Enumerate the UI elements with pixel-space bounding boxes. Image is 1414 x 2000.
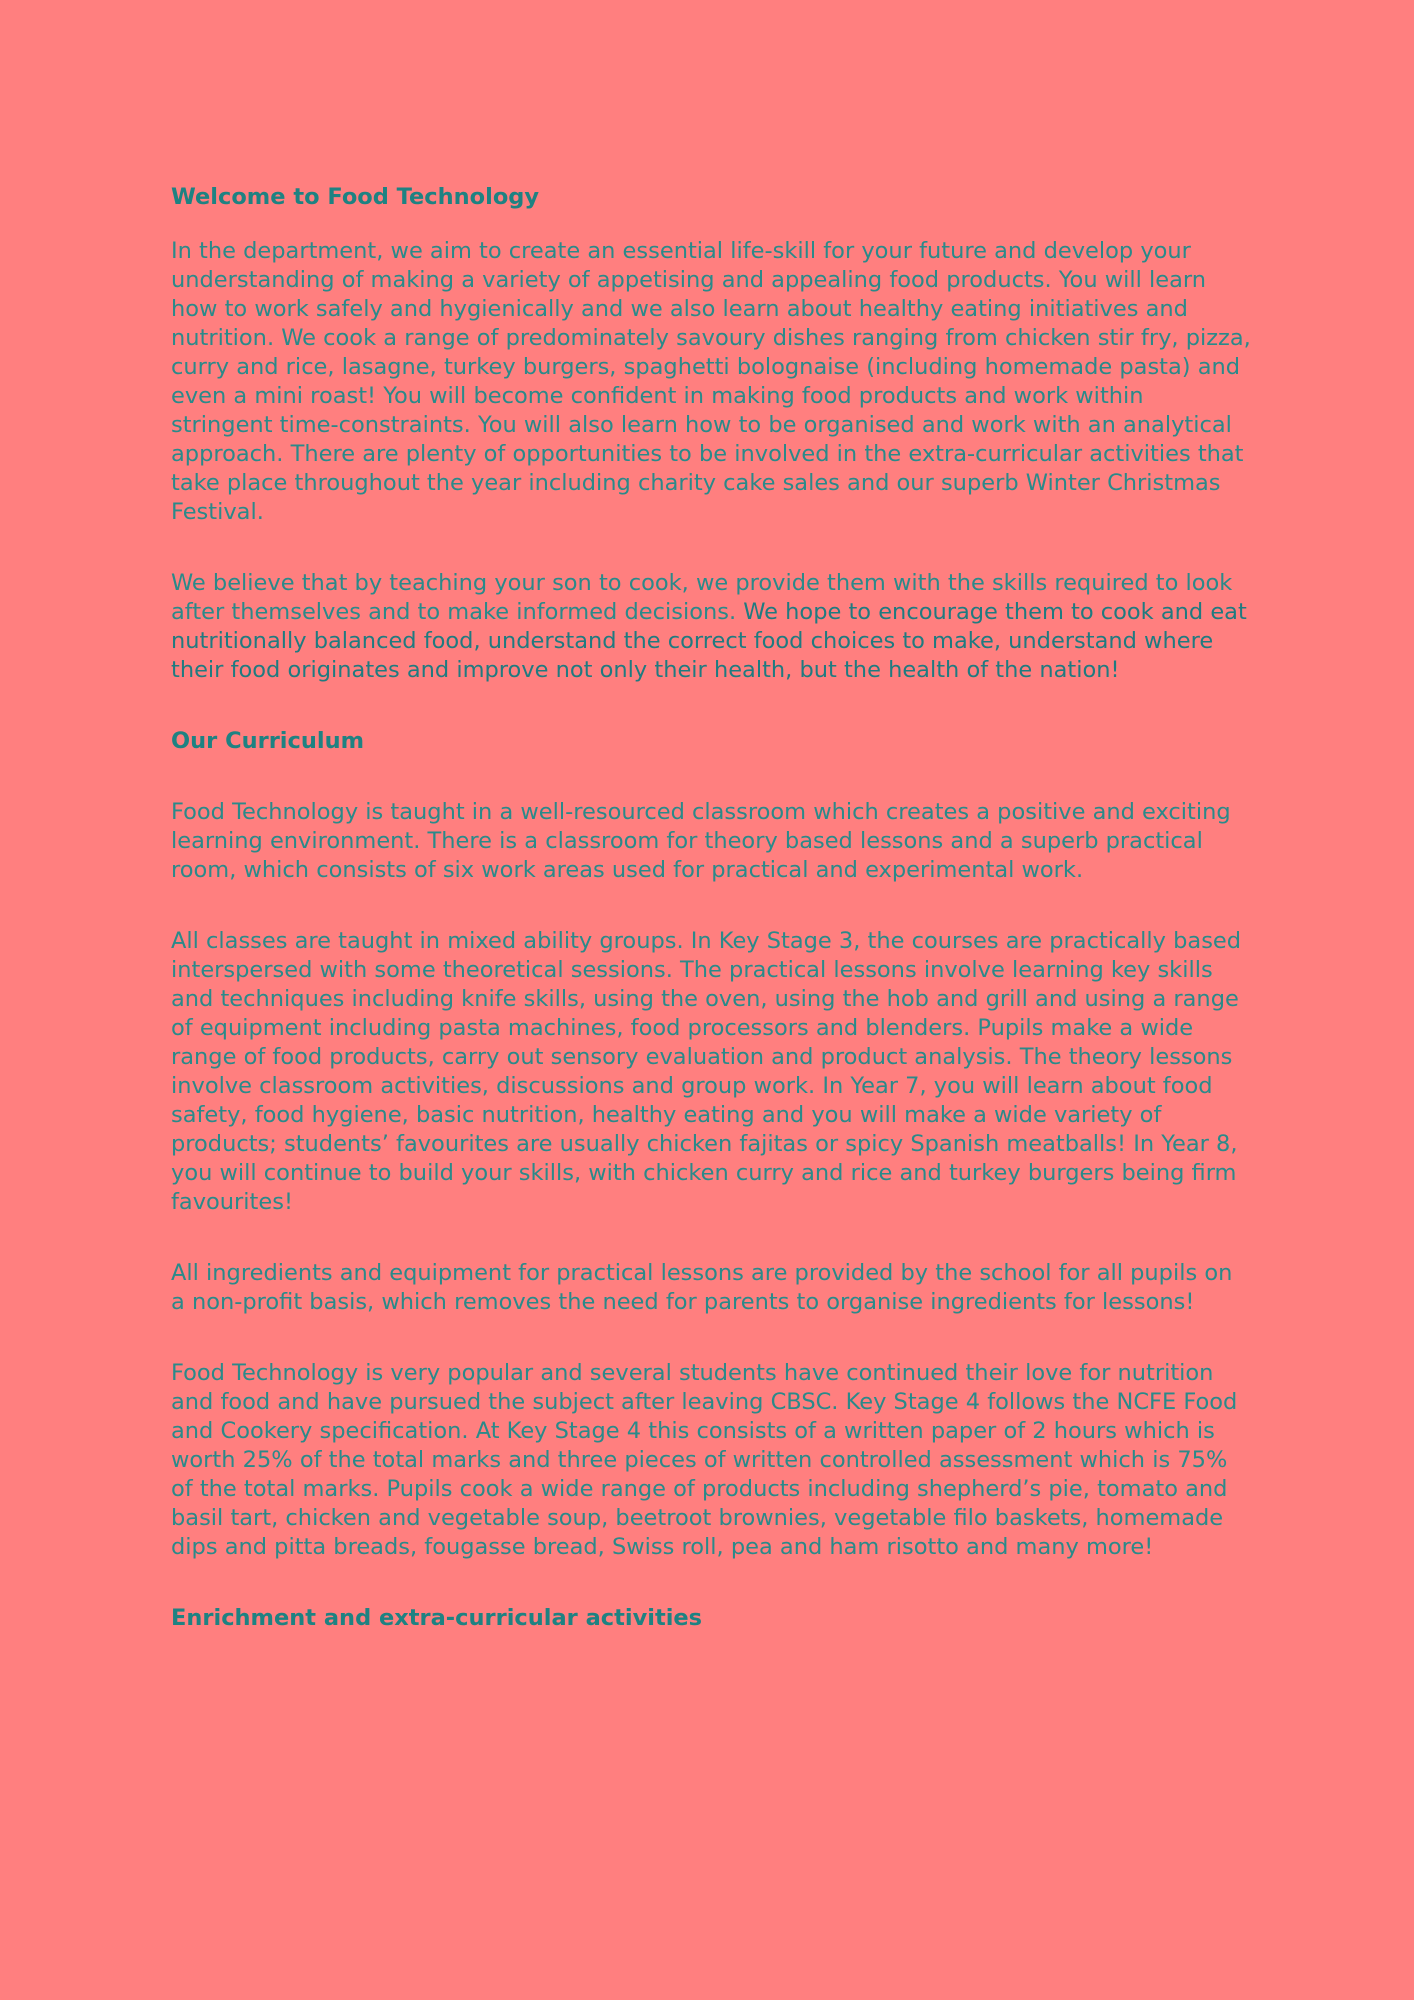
welcome-paragraph-2-part-2: We hope to encourage them to cook and eat nutritionally balanced food, understand the correct food choices to make, understand where their food originates and improve not only their health, but the health of the nation!	[171, 599, 1247, 683]
curriculum-paragraph-4: Food Technology is very popular and several students have continued their love for nutrition and food and have pursued the subject after leaving CBSC. Key Stage 4 follows the NCFE Food and Cookery specification. At Key Stage 4 this consists of a written paper of 2 hours which is worth 25% of the total marks and three pieces of written controlled assessment which is 75% of the total marks. Pupils cook a wide range of products including shepherd’s pie, tomato and basil tart, chicken and vegetable soup, beetroot brownies, vegetable filo baskets, homemade dips and pitta breads, fougasse bread, Swiss roll, pea and ham risotto and many more!	[171, 1360, 1238, 1560]
welcome-heading: Welcome to Food Technology	[171, 184, 540, 210]
enrichment-heading: Enrichment and extra-curricular activities	[171, 1605, 703, 1631]
welcome-paragraph-2-part-1: We believe that by teaching your son to cook, we provide them with the skills required to look after themselves and to make informed decisions.	[171, 570, 1233, 625]
curriculum-heading: Our Curriculum	[171, 728, 365, 754]
welcome-paragraph-1: In the department, we aim to create an essential life-skill for your future and develop your understanding of making a variety of appetising and appealing food products. You will learn how to work safely and hygienically and we also learn about healthy eating initiatives and nutrition. We cook a range of predominately savoury dishes ranging from chicken stir fry, pizza, curry and rice, lasagne, turkey burgers, spaghetti bolognaise (including homemade pasta) and even a mini roast! You will become confident in making food products and work within stringent time-constraints. You will also learn how to be organised and work with an analytical approach. There are plenty of opportunities to be involved in the extra-curricular activities that take place throughout the year including charity cake sales and our superb Winter Christmas Festival.	[171, 238, 1251, 525]
curriculum-paragraph-1: Food Technology is taught in a well-resourced classroom which creates a positive and exciting learning environment. There is a classroom for theory based lessons and a superb practical room, which consists of six work areas used for practical and experimental work.	[171, 799, 1231, 883]
curriculum-paragraph-2: All classes are taught in mixed ability groups. In Key Stage 3, the courses are practically based interspersed with some theoretical sessions. The practical lessons involve learning key skills and techniques including knife skills, using the oven, using the hob and grill and using a range of equipment including pasta machines, food processors and blenders. Pupils make a wide range of food products, carry out sensory evaluation and product analysis. The theory lessons involve classroom activities, discussions and group work. In Year 7, you will learn about food safety, food hygiene, basic nutrition, healthy eating and you will make a wide variety of products; students’ favourites are usually chicken fajitas or spicy Spanish meatballs! In Year 8, you will continue to build your skills, with chicken curry and rice and turkey burgers being firm favourites!	[171, 928, 1242, 1215]
document-page	[171, 183, 1251, 1633]
welcome-paragraph-2	[171, 569, 1251, 685]
curriculum-paragraph-3: All ingredients and equipment for practical lessons are provided by the school for all pupils on a non-profit basis, which removes the need for parents to organise ingredients for lessons!	[171, 1260, 1233, 1315]
